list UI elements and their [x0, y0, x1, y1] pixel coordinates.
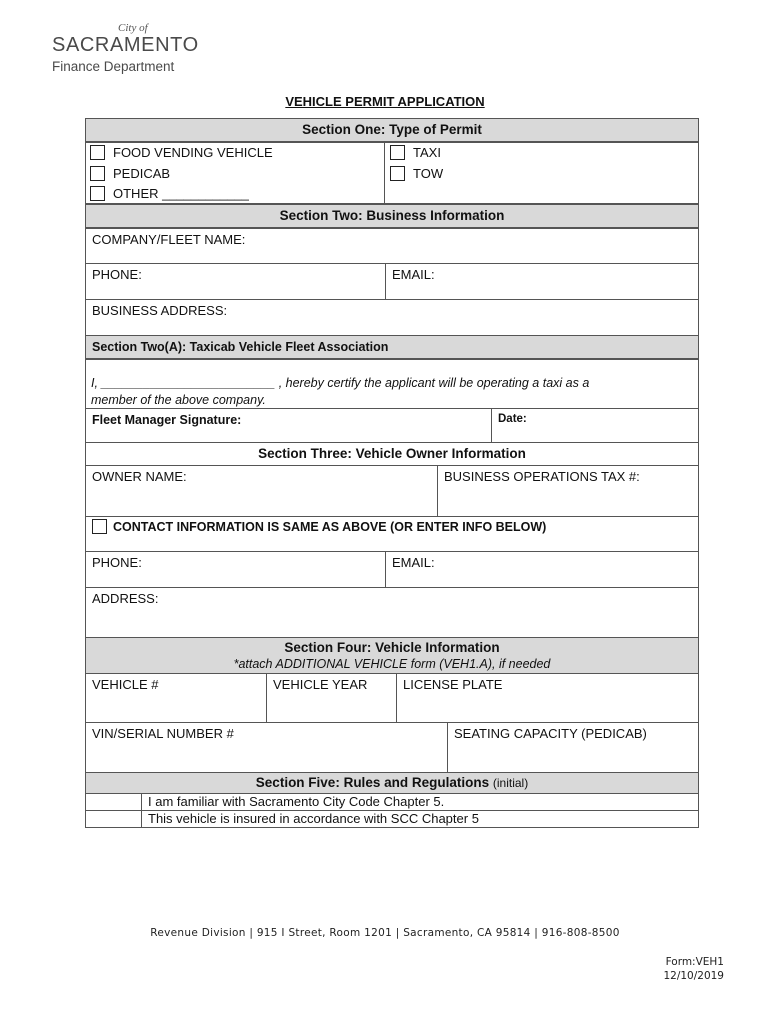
vehicle-number-label: VEHICLE #	[92, 677, 159, 692]
option-taxi[interactable]	[390, 145, 441, 160]
vehicle-year-label: VEHICLE YEAR	[273, 677, 368, 692]
food-vending-checkbox[interactable]	[90, 145, 105, 160]
business-address-label: BUSINESS ADDRESS:	[92, 303, 228, 318]
form-identifier	[663, 955, 724, 983]
owner-name-field[interactable]	[85, 465, 438, 517]
other-label: OTHER ____________	[113, 186, 249, 201]
form-date: 12/10/2019	[663, 970, 724, 982]
rule2-text: This vehicle is insured in accordance with SCC Chapter 5	[148, 811, 479, 826]
certify-text-line2: member of the above company.	[91, 393, 266, 407]
business-phone-field[interactable]	[85, 263, 386, 300]
logo-city-of: City of	[118, 22, 148, 34]
section-three-header	[85, 443, 699, 466]
vehicle-year-field[interactable]	[266, 673, 397, 723]
section-one-header	[85, 118, 699, 142]
food-vending-label: FOOD VENDING VEHICLE	[113, 145, 273, 160]
section-three-title: Section Three: Vehicle Owner Information	[258, 446, 526, 461]
seating-capacity-field[interactable]	[447, 722, 699, 773]
owner-email-label: EMAIL:	[392, 555, 435, 570]
rule2-row	[141, 810, 699, 828]
company-name-label: COMPANY/FLEET NAME:	[92, 232, 246, 247]
owner-phone-label: PHONE:	[92, 555, 142, 570]
business-email-label: EMAIL:	[392, 267, 435, 282]
vin-label: VIN/SERIAL NUMBER #	[92, 726, 234, 741]
section-five-note: (initial)	[492, 776, 529, 790]
vin-field[interactable]	[85, 722, 448, 773]
logo-department: Finance Department	[52, 59, 175, 74]
owner-name-label: OWNER NAME:	[92, 469, 187, 484]
section-four-header	[85, 637, 699, 674]
business-phone-label: PHONE:	[92, 267, 142, 282]
taxi-checkbox[interactable]	[390, 145, 405, 160]
pedicab-label: PEDICAB	[113, 166, 171, 181]
owner-email-field[interactable]	[385, 551, 699, 588]
section-five-header	[85, 772, 699, 794]
certify-text-line1: I, _________________________ , hereby certify the applicant will be operating a taxi as a	[91, 376, 590, 390]
same-contact-checkbox[interactable]	[92, 519, 107, 534]
option-pedicab[interactable]	[90, 166, 170, 181]
page-title: VEHICLE PERMIT APPLICATION	[285, 94, 485, 109]
taxi-label: TAXI	[413, 145, 441, 160]
signature-label: Fleet Manager Signature:	[92, 413, 242, 427]
pedicab-checkbox[interactable]	[90, 166, 105, 181]
business-operations-tax-field[interactable]	[437, 465, 699, 517]
logo-city-name: SACRAMENTO	[52, 34, 199, 56]
option-food-vending[interactable]	[90, 145, 273, 160]
bot-label: BUSINESS OPERATIONS TAX #:	[444, 469, 640, 484]
same-contact-option[interactable]	[85, 516, 699, 552]
other-checkbox[interactable]	[90, 186, 105, 201]
date-label: Date:	[498, 413, 527, 425]
rule1-initial-field[interactable]	[85, 793, 142, 811]
rule2-initial-field[interactable]	[85, 810, 142, 828]
form-number: Form:VEH1	[665, 956, 724, 968]
license-plate-label: LICENSE PLATE	[403, 677, 503, 692]
section-two-a-header	[85, 335, 699, 359]
business-email-field[interactable]	[385, 263, 699, 300]
footer-address: Revenue Division | 915 I Street, Room 1201 | Sacramento, CA 95814 | 916-808-8500	[150, 927, 620, 939]
tow-label: TOW	[413, 166, 444, 181]
owner-phone-field[interactable]	[85, 551, 386, 588]
section-one-title: Section One: Type of Permit	[302, 122, 482, 137]
section-four-subtitle: *attach ADDITIONAL VEHICLE form (VEH1.A), if needed	[233, 657, 551, 671]
section-four-title: Section Four: Vehicle Information	[284, 640, 500, 655]
vehicle-number-field[interactable]	[85, 673, 267, 723]
option-other[interactable]	[90, 186, 249, 201]
option-tow[interactable]	[390, 166, 443, 181]
fleet-date-field[interactable]	[491, 408, 699, 443]
fleet-manager-signature-field[interactable]	[85, 408, 492, 443]
company-name-field[interactable]	[85, 228, 699, 264]
rule1-text: I am familiar with Sacramento City Code Chapter 5.	[148, 794, 445, 809]
section-two-header	[85, 204, 699, 228]
section-two-a-title: Section Two(A): Taxicab Vehicle Fleet Association	[92, 340, 389, 354]
seating-capacity-label: SEATING CAPACITY (PEDICAB)	[454, 726, 647, 741]
owner-address-field[interactable]	[85, 587, 699, 638]
tow-checkbox[interactable]	[390, 166, 405, 181]
owner-address-label: ADDRESS:	[92, 591, 159, 606]
section-five-title: Section Five: Rules and Regulations	[255, 775, 490, 790]
license-plate-field[interactable]	[396, 673, 699, 723]
same-contact-label: CONTACT INFORMATION IS SAME AS ABOVE (OR ENTER INFO BELOW)	[113, 520, 547, 534]
section-two-title: Section Two: Business Information	[279, 208, 505, 223]
business-address-field[interactable]	[85, 299, 699, 336]
rule1-row	[141, 793, 699, 811]
city-logo	[52, 22, 202, 78]
